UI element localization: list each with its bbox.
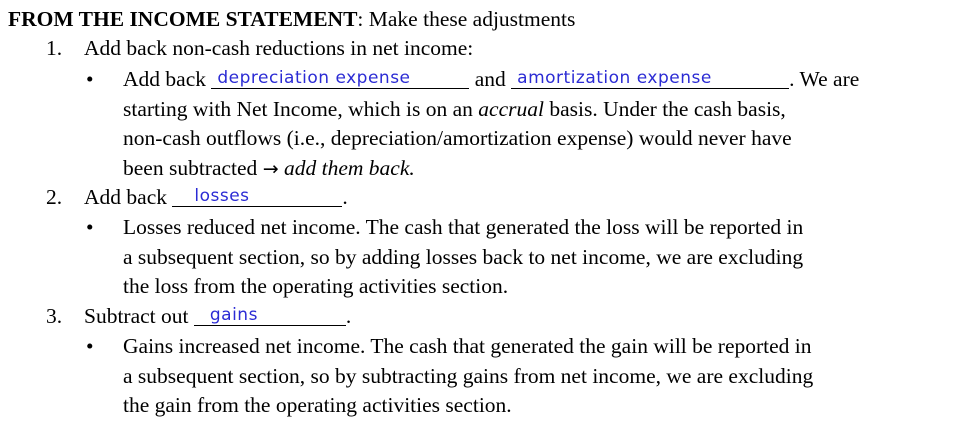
bullet-text: been subtracted [123,155,258,180]
bullet-marker: • [86,334,94,358]
bullet-text: Losses reduced net income. The cash that generated the loss will be reported in [123,215,804,239]
bullet-text: Add back [123,67,206,91]
bullet-text: non-cash outflows (i.e., depreciation/amortization expense) would never have [123,126,792,150]
bullet-text: the gain from the operating activities section. [123,393,512,417]
bullet-text: Gains increased net income. The cash that generated the gain will be reported in [123,334,812,358]
bullet-text: a subsequent section, so by adding losses back to net income, we are excluding [123,244,804,269]
item-text: Add back non-cash reductions in net income: [84,36,474,60]
bullet-paragraph-3 [123,332,958,421]
handwritten-answer: amortization expense [517,68,712,88]
bullet-text: and [474,67,506,91]
fill-in-blank [172,184,342,207]
bullet-text: the loss from the operating activities section. [123,274,509,298]
heading-rest: : Make these adjustments [357,7,576,31]
handwritten-answer: depreciation expense [217,68,411,88]
handwritten-answer: losses [194,186,250,206]
bullet-text: basis. Under the cash basis, [549,96,786,121]
bullet-text: . We are [789,67,860,91]
item-text: . [345,304,352,328]
bullet-paragraph-1 [123,65,958,184]
fill-in-blank [211,66,469,89]
item-text: Add back [84,185,167,209]
item-number: 3. [46,304,63,328]
emphasis-text: accrual [478,96,544,121]
bullet-paragraph-2 [123,213,958,302]
handwritten-answer: gains [209,305,258,325]
fill-in-blank [511,66,789,89]
section-heading [8,5,575,35]
list-item-2 [46,183,348,213]
list-item-1 [46,34,473,64]
list-item-3 [46,302,351,332]
bullet-text: starting with Net Income, which is on an [123,96,473,121]
item-number: 1. [46,36,63,60]
heading-bold: FROM THE INCOME STATEMENT [8,7,358,31]
bullet-marker: • [86,67,94,91]
fill-in-blank [194,303,346,326]
emphasis-text: add them back. [283,155,415,180]
bullet-text: a subsequent section, so by subtracting gains from net income, we are excluding [123,363,814,388]
bullet-marker: • [86,215,94,239]
item-number: 2. [46,185,63,209]
item-text: Subtract out [84,304,189,328]
right-arrow-icon: → [262,157,279,180]
item-text: . [342,185,348,209]
